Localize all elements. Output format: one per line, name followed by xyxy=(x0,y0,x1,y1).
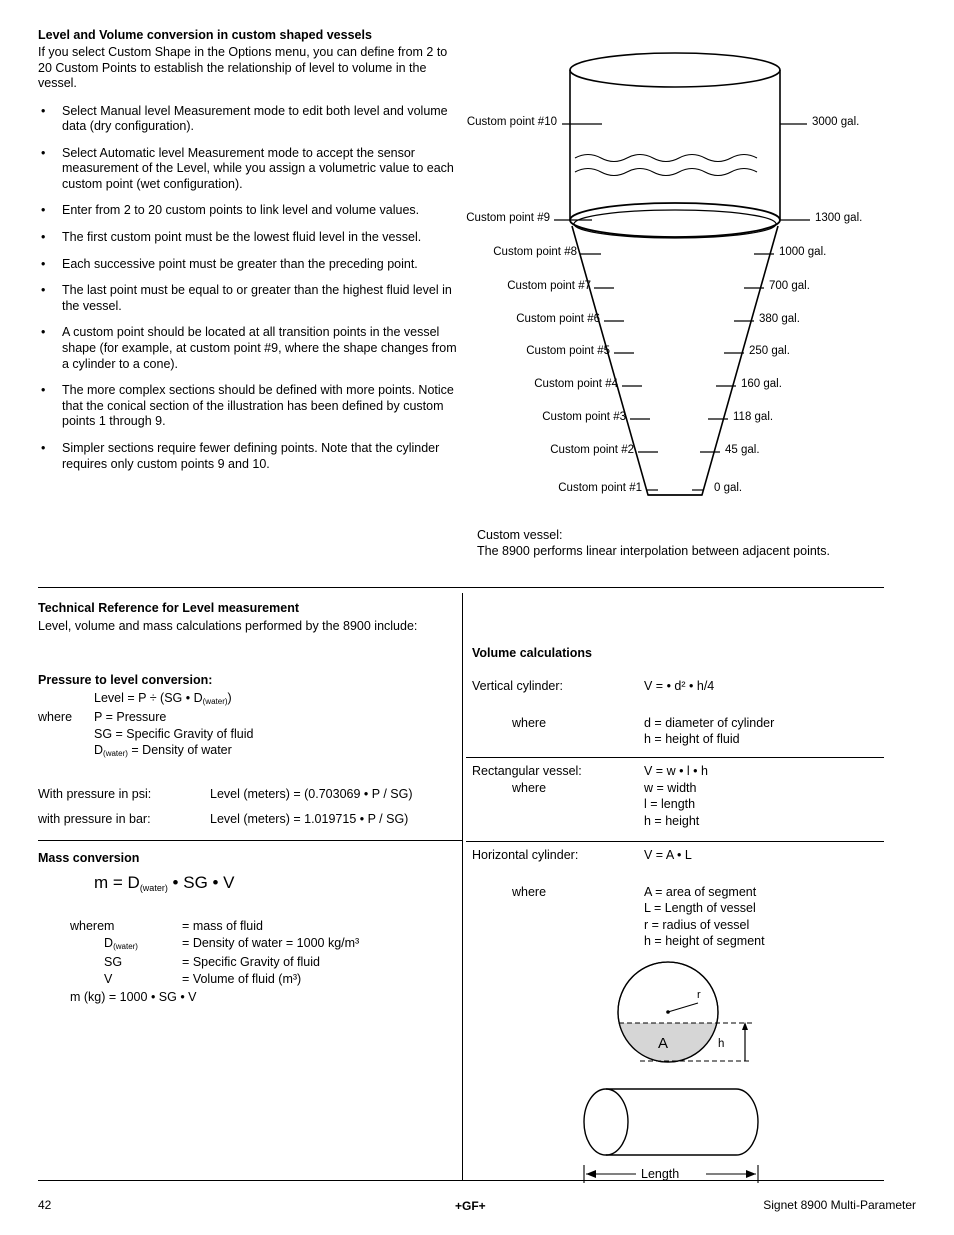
gf-logo: +GF+ xyxy=(455,1199,486,1213)
spacer-cell xyxy=(38,743,94,763)
mass-where-table xyxy=(38,919,359,1006)
list-item xyxy=(38,146,458,193)
mass-formula: $m = D_{(water)}$ • SG • V xyxy=(94,872,235,893)
table-row xyxy=(472,781,708,798)
bullet-icon: • xyxy=(41,441,46,455)
list-item-text: Select Automatic level Measurement mode to accept the sensor measurement of the Level, while you assign a volumetric value to each custom point (wet configuration). xyxy=(62,145,454,191)
list-item-text: The more complex sections should be defined with more points. Notice that the conical section of the illustration has been defined by custom points 1 through 9. xyxy=(62,383,454,429)
spacer-cell xyxy=(38,972,104,989)
vessel-caption-line1: Custom vessel: xyxy=(477,528,563,542)
table-row xyxy=(38,955,359,972)
bullet-icon: • xyxy=(41,283,46,298)
volume-calculations-title: Volume calculations xyxy=(472,646,592,660)
mass-definition: = Specific Gravity of fluid xyxy=(182,955,320,970)
mass-symbol: m xyxy=(104,919,115,934)
diagram-point-label-5: Custom point #5 xyxy=(526,345,610,357)
diagram-volume-10: 3000 gal. xyxy=(812,116,860,128)
tech-reference-title: Technical Reference for Level measurement xyxy=(38,601,299,615)
list-item-text: The last point must be equal to or greater than the highest fluid level in the vessel. xyxy=(62,283,452,313)
diagram-point-label-4: Custom point #4 xyxy=(534,378,618,390)
list-item-text: Simpler sections require fewer defining points. Note that the cylinder requires only custom points 9 and 10. xyxy=(62,441,440,471)
mass-definition: = Density of water = 1000 kg/m³ xyxy=(182,935,360,950)
table-row xyxy=(472,679,774,696)
list-item xyxy=(38,257,458,273)
list-item xyxy=(38,441,458,472)
technical-reference-block xyxy=(38,601,458,634)
diagram-volume-2: 45 gal. xyxy=(725,444,760,456)
diagram-volume-6: 380 gal. xyxy=(759,313,800,325)
horizontal-cylinder-formula: V = A • L xyxy=(644,848,692,862)
rectangular-vessel-formula: V = w • l • h xyxy=(644,764,708,778)
table-row xyxy=(38,989,359,1007)
mass-symbol: V xyxy=(104,971,113,986)
definition-sg: SG = Specific Gravity of fluid xyxy=(94,726,254,741)
table-row xyxy=(472,934,765,951)
table-row xyxy=(472,918,765,935)
svg-text:r: r xyxy=(697,989,701,1001)
spacer-cell xyxy=(472,901,644,918)
diagram-point-label-6: Custom point #6 xyxy=(516,313,600,325)
diagram-point-label-2: Custom point #2 xyxy=(550,444,634,456)
rect-def-h: h = height xyxy=(644,813,700,828)
diagram-point-label-7: Custom point #7 xyxy=(507,280,591,292)
divider-right-2 xyxy=(466,841,884,842)
page-number: 42 xyxy=(38,1198,52,1212)
pressure-conversion-block xyxy=(38,673,458,763)
svg-text:h: h xyxy=(718,1038,725,1050)
where-label: where xyxy=(512,780,547,795)
section-intro: If you select Custom Shape in the Options menu, you can define from 2 to 20 Custom Points to establish the relationship of level to volume in the vessel. xyxy=(38,45,448,90)
list-item-text: A custom point should be located at all transition points in the vessel shape (for example, at custom point #9, where the shape changes from a cylinder to a cone). xyxy=(62,325,457,371)
bar-label: with pressure in bar: xyxy=(38,811,151,826)
table-row xyxy=(38,804,413,829)
diagram-point-label-8: Custom point #8 xyxy=(493,246,577,258)
list-item-text: Enter from 2 to 20 custom points to link level and volume values. xyxy=(62,203,420,218)
diagram-volume-5: 250 gal. xyxy=(749,345,790,357)
bullet-icon: • xyxy=(41,145,46,160)
bullet-icon: • xyxy=(41,103,46,118)
vertical-cylinder-formula: V = • d² • h/4 xyxy=(644,679,715,693)
mass-symbol: $D_{(water)}$ xyxy=(104,935,138,951)
list-item xyxy=(38,283,458,314)
divider-top xyxy=(38,587,884,588)
table-row xyxy=(472,901,765,918)
table-row xyxy=(472,797,708,814)
diagram-volume-7: 700 gal. xyxy=(769,280,810,292)
mass-conversion-title: Mass conversion xyxy=(38,851,140,865)
custom-vessel-diagram xyxy=(462,30,922,530)
rect-def-l: l = length xyxy=(644,797,696,812)
definition-p: P = Pressure xyxy=(94,710,167,725)
horiz-def-h: h = height of segment xyxy=(644,934,765,949)
table-row xyxy=(472,814,708,831)
table-row xyxy=(472,865,765,902)
diagram-volume-9: 1300 gal. xyxy=(815,212,863,224)
diagram-volume-8: 1000 gal. xyxy=(779,246,827,258)
list-item xyxy=(38,230,458,246)
table-row xyxy=(472,764,708,781)
table-row xyxy=(38,936,359,956)
horizontal-cylinder-block xyxy=(472,848,902,951)
mass-definition: = mass of fluid xyxy=(182,919,263,934)
pressure-where-table xyxy=(38,710,253,763)
psi-value: Level (meters) = (0.703069 • P / SG) xyxy=(210,787,413,801)
bullet-icon: • xyxy=(41,383,46,398)
spacer-cell xyxy=(38,936,104,956)
vertical-def-d: d = diameter of cylinder xyxy=(644,715,775,730)
bullet-icon: • xyxy=(41,325,46,340)
segment-diagram xyxy=(600,960,830,1075)
table-row xyxy=(38,972,359,989)
spacer-cell xyxy=(472,732,644,749)
table-row xyxy=(38,919,359,936)
pressure-units-block xyxy=(38,787,458,828)
volume-calculations-block xyxy=(472,646,902,662)
list-item xyxy=(38,104,458,135)
vertical-cylinder-name: Vertical cylinder: xyxy=(472,679,564,693)
divider-left-mid xyxy=(38,840,462,841)
mass-definition: = Volume of fluid (m³) xyxy=(182,971,302,986)
mass-conversion-block xyxy=(38,851,458,1006)
vertical-cylinder-block xyxy=(472,679,902,749)
spacer-cell xyxy=(38,727,94,744)
where-label: where xyxy=(512,884,547,899)
pressure-conversion-title: Pressure to level conversion: xyxy=(38,673,213,687)
footer-product-name: Signet 8900 Multi-Parameter xyxy=(763,1198,916,1212)
diagram-point-label-9: Custom point #9 xyxy=(466,212,550,224)
list-item xyxy=(38,325,458,372)
table-row xyxy=(38,787,413,804)
bullet-icon: • xyxy=(41,203,46,218)
tech-reference-intro: Level, volume and mass calculations performed by the 8900 include: xyxy=(38,618,418,633)
table-row xyxy=(38,743,253,763)
table-row xyxy=(472,696,774,733)
where-label: where xyxy=(38,710,73,725)
vertical-cylinder-table xyxy=(472,679,774,749)
definition-dwater: $D_{(water)}$ = Density of water xyxy=(94,743,232,759)
bullet-icon: • xyxy=(41,256,46,271)
spacer-cell xyxy=(472,797,644,814)
horiz-def-l: L = Length of vessel xyxy=(644,901,756,916)
svg-text:Length: Length xyxy=(641,1167,680,1181)
rect-def-w: w = width xyxy=(644,780,697,795)
bar-value: Level (meters) = 1.019715 • P / SG) xyxy=(210,811,409,826)
pressure-formula: Level = P ÷ (SG • $D_{(water)}$) xyxy=(94,690,232,706)
list-item-text: Select Manual level Measurement mode to edit both level and volume data (dry configuration). xyxy=(62,103,448,134)
list-item-text: Each successive point must be greater than the preceding point. xyxy=(62,256,418,271)
list-item-text: The first custom point must be the lowest fluid level in the vessel. xyxy=(62,230,422,245)
vessel-caption-line2: The 8900 performs linear interpolation between adjacent points. xyxy=(477,544,830,558)
diagram-point-label-10: Custom point #10 xyxy=(466,116,557,128)
diagram-volume-1: 0 gal. xyxy=(714,482,743,494)
list-item xyxy=(38,203,458,219)
diagram-point-label-3: Custom point #3 xyxy=(542,411,626,423)
table-row xyxy=(472,848,765,865)
table-row xyxy=(38,727,253,744)
table-row xyxy=(38,710,253,727)
psi-label: With pressure in psi: xyxy=(38,787,152,801)
vessel-caption xyxy=(477,527,907,559)
spacer-cell xyxy=(38,955,104,972)
rectangular-vessel-table xyxy=(472,764,708,830)
list-item xyxy=(38,383,458,430)
where-label: where xyxy=(512,715,547,730)
horiz-def-r: r = radius of vessel xyxy=(644,917,750,932)
pressure-units-table xyxy=(38,787,413,828)
divider-vertical xyxy=(462,593,463,1180)
mass-symbol: SG xyxy=(104,955,123,970)
horizontal-cylinder-table xyxy=(472,848,765,951)
svg-text:A: A xyxy=(658,1035,669,1052)
diagram-volume-4: 160 gal. xyxy=(741,378,782,390)
spacer-cell xyxy=(472,934,644,951)
vertical-def-h: h = height of fluid xyxy=(644,732,740,747)
horizontal-cylinder-diagram xyxy=(570,1085,800,1185)
spacer-cell xyxy=(472,918,644,935)
bullet-icon: • xyxy=(41,230,46,245)
diagram-volume-3: 118 gal. xyxy=(733,411,774,423)
table-row xyxy=(472,732,774,749)
horiz-def-a: A = area of segment xyxy=(644,884,757,899)
horizontal-cylinder-name: Horizontal cylinder: xyxy=(472,848,579,862)
diagram-point-label-1: Custom point #1 xyxy=(558,482,642,494)
section-title: Level and Volume conversion in custom shaped vessels xyxy=(38,28,372,42)
mass-where-label: where xyxy=(70,919,105,934)
rectangular-vessel-block xyxy=(472,764,902,830)
custom-shape-section xyxy=(38,28,458,483)
bullet-list xyxy=(38,104,458,473)
divider-right-1 xyxy=(466,757,884,758)
rectangular-vessel-name: Rectangular vessel: xyxy=(472,764,582,778)
mass-final-formula: m (kg) = 1000 • SG • V xyxy=(70,989,197,1004)
spacer-cell xyxy=(472,814,644,831)
